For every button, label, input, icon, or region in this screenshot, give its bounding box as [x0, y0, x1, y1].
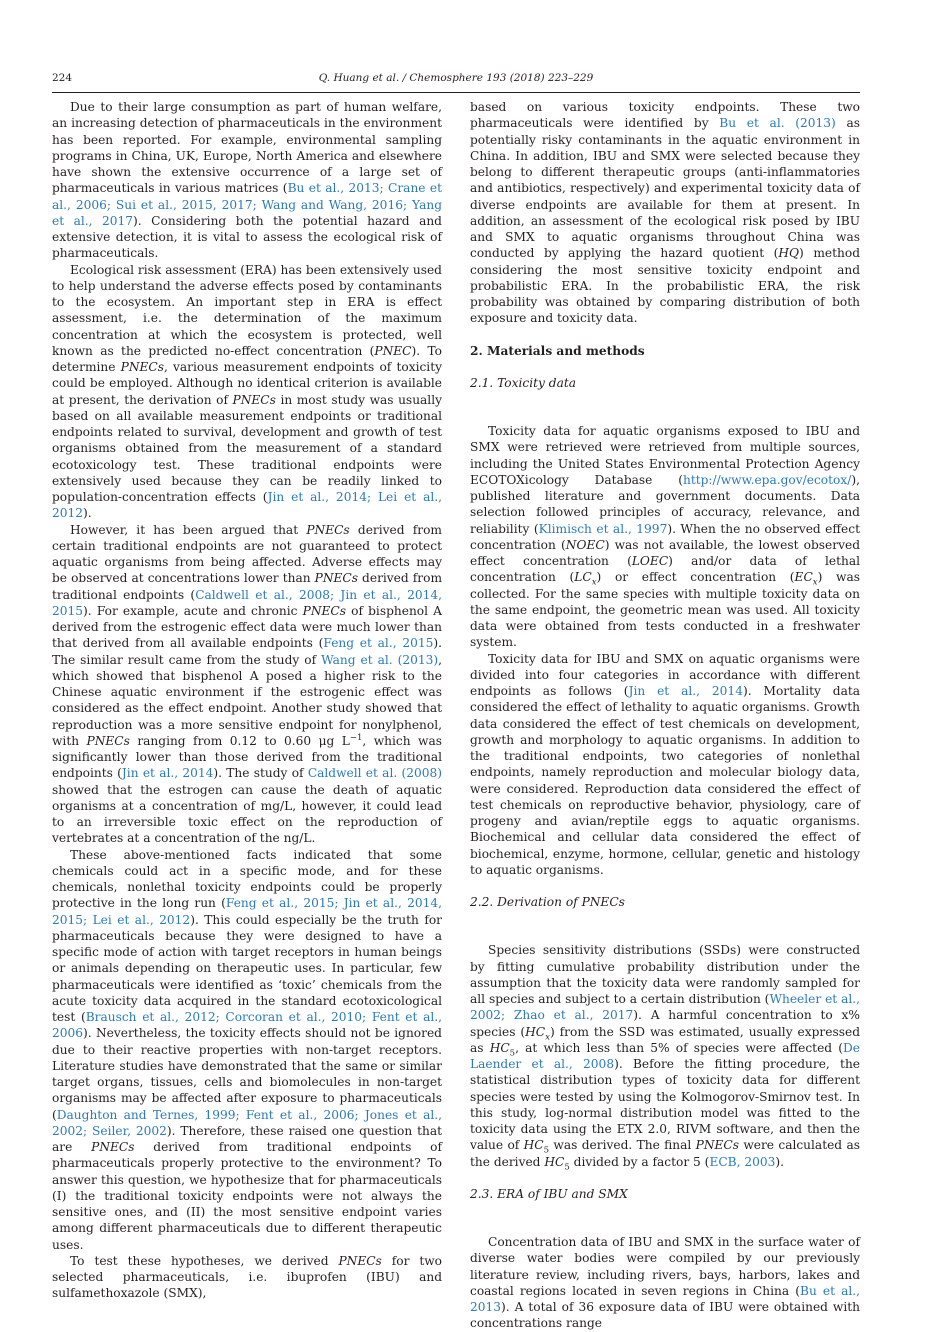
database-link[interactable]: http://www.epa.gov/ecotox/ — [682, 472, 852, 487]
citation-link[interactable]: Caldwell et al., 2008; Jin et al., 2014, 2015 — [52, 587, 442, 618]
subsection-heading-derivation-pnecs: 2.2. Derivation of PNECs — [470, 895, 625, 909]
section-heading-methods: 2. Materials and methods — [470, 343, 645, 358]
intro-paragraph-5: To test these hypotheses, we derived PNECs for two selected pharmaceuticals, i.e. ibuprofen (IBU) and sulfamethoxazole (SMX), — [52, 1253, 442, 1301]
header-rule — [52, 92, 860, 93]
citation-link[interactable]: Feng et al., 2015 — [323, 636, 434, 651]
toxicity-paragraph-1: Toxicity data for aquatic organisms exposed to IBU and SMX were retrieved were retrieved from multiple sources, including the United States Environmental Protection Agency ECOTOXicology Database (http://www.epa.gov/ecotox/), published literature and government documents. Data selection followed principles of accuracy, relevance, and reliability (Klimisch et al., 1997). When the no observed effect concentration (NOEC) was not available, the lowest observed effect concentration (LOEC) and/or data of lethal concentration $(LC_x)$ or effect concentration $(EC_x)$ was collected. For the same species with multiple toxicity data on the same endpoint, the geometric mean was used. All toxicity data were obtained from tests conducted in a freshwater system. — [470, 424, 860, 650]
intro-paragraph-1: Due to their large consumption as part of human welfare, an increasing detection of pharmaceuticals in the environment has been reported. For example, environmental sampling programs in China, UK, Europe, North America and elsewhere have shown the extensive occurrence of a large set of pharmaceuticals in various matrices (Bu et al., 2013; Crane et al., 2006; Sui et al., 2015, 2017; Wang and Wang, 2016; Yang et al., 2017). Considering both the potential hazard and extensive detection, it is vital to assess the ecological risk of pharmaceuticals. — [52, 100, 442, 261]
page-number: 224 — [52, 72, 73, 84]
citation-link[interactable]: Klimisch et al., 1997 — [538, 521, 668, 536]
citation-link[interactable]: ECB, 2003 — [709, 1154, 776, 1169]
intro-paragraph-3: However, it has been argued that PNECs derived from certain traditional endpoints are not guaranteed to protect aquatic organisms from being affected. Adverse effects may be observed at concentrations lower than PNECs derived from traditional endpoints (Caldwell et al., 2008; Jin et al., 2014, 2015). For example, acute and chronic PNECs of bisphenol A derived from the estrogenic effect data were much lower than that derived from all available endpoints (Feng et al., 2015). The similar result came from the study of Wang et al. (2013), which showed that bisphenol A posed a higher risk to the Chinese aquatic environment if the estrogenic effect was considered as the effect endpoint. Another study showed that reproduction was a more sensitive endpoint for nonylphenol, with PNECs ranging from 0.12 to 0.60 μg $L^{-1}$, which was significantly lower than those derived from the traditional endpoints (Jin et al., 2014). The study of Caldwell et al. (2008) showed that the estrogen can cause the death of aquatic organisms at a concentration of mg/L, however, it could lead to an irreversible toxic effect on the reproduction of vertebrates at a concentration of the ng/L. — [52, 522, 443, 846]
citation-link[interactable]: Wheeler et al., 2002; Zhao et al., 2017 — [470, 992, 860, 1023]
citation-link[interactable]: Bu et al., 2013 — [470, 1283, 861, 1314]
subsection-heading-era: 2.3. ERA of IBU and SMX — [470, 1186, 628, 1201]
running-header — [52, 72, 860, 88]
toxicity-paragraph-2: Toxicity data for IBU and SMX on aquatic organisms were divided into four categories in accordance with different endpoints as follows (Jin et al., 2014). Mortality data considered the effect of lethality to aquatic organisms. Growth data considered the effect of test chemicals on development, growth and morphology to aquatic organisms. In addition to the traditional endpoints, two categories of nonlethal endpoints, namely reproduction and molecular biology data, were considered. Reproduction data considered the effect of test chemicals on reproductive behavior, physiology, care of progeny and avian/reptile eggs to aquatic organisms. Biochemical and cellular data considered the effect of biochemical, enzyme, hormone, cellular, genetic and histology to aquatic organisms. — [470, 651, 861, 877]
citation-link[interactable]: Bu et al., 2013; Crane et al., 2006; Sui et al., 2015, 2017; Wang and Wang, 2016; Yang et al., 2017 — [52, 181, 442, 228]
era-paragraph: Concentration data of IBU and SMX in the surface water of diverse water bodies were compiled by our previously literature review, including rivers, bays, harbors, lakes and coastal regions located in seven regions in China (Bu et al., 2013). A total of 36 exposure data of IBU were obtained with concentrations range — [470, 1235, 861, 1331]
citation-link[interactable]: Daughton and Ternes, 1999; Fent et al., 2006; Jones et al., 2002; Seiler, 2002 — [52, 1107, 442, 1138]
journal-reference: Q. Huang et al. / Chemosphere 193 (2018) 223–229 — [318, 72, 594, 84]
left-column — [52, 99, 442, 1302]
citation-link[interactable]: Wang et al. (2013) — [321, 652, 439, 667]
citation-link[interactable]: Jin et al., 2014 — [121, 766, 214, 781]
right-column — [470, 99, 860, 1332]
derivation-paragraph: Species sensitivity distributions (SSDs) were constructed by fitting cumulative probability distribution under the assumption that the toxicity data were randomly sampled for all species and subject to a certain distribution (Wheeler et al., 2002; Zhao et al., 2017). A harmful concentration to x% species $(HC_x)$ from the SSD was estimated, usually expressed as $HC_5$, at which less than 5% of species were affected (De Laender et al., 2008). Before the fitting procedure, the statistical distribution types of toxicity data for different species were tested by using the Kolmogorov-Smirnov test. In this study, log-normal distribution model was fitted to the toxicity data using the ETX 2.0, RIVM software, and then the value of $HC_5$ was derived. The final PNECs were calculated as the derived $HC_5$ divided by a factor 5 (ECB, 2003). — [470, 943, 861, 1172]
intro-paragraph-4: These above-mentioned facts indicated that some chemicals could act in a specific mode, and for these chemicals, nonlethal toxicity endpoints could be properly protective in the long run (Feng et al., 2015; Jin et al., 2014, 2015; Lei et al., 2012). This could especially be the truth for pharmaceuticals because they were designed to have a specific mode of action with target receptors in human beings or animals depending on therapeutic uses. In particular, few pharmaceuticals were identified as ‘toxic’ chemicals from the acute toxicity data acquired in the standard ecotoxicological test (Brausch et al., 2012; Corcoran et al., 2010; Fent et al., 2006). Nevertheless, the toxicity effects should not be ignored due to their reactive properties with non-target receptors. Literature studies have demonstrated that the same or similar target organs, tissues, cells and biomolecules in non-target organisms may be affected after exposure to pharmaceuticals (Daughton and Ternes, 1999; Fent et al., 2006; Jones et al., 2002; Seiler, 2002). Therefore, these raised one question that are PNECs derived from traditional endpoints of pharmaceuticals properly protective to the environment? To answer this question, we hypothesize that for pharmaceuticals (I) the traditional toxicity endpoints were not always the sensitive ones, and (II) the most sensitive endpoint varies among different pharmaceuticals due to different therapeutic uses. — [52, 847, 442, 1252]
citation-link[interactable]: Jin et al., 2014; Lei et al., 2012 — [52, 490, 442, 521]
subsection-heading-toxicity-data: 2.1. Toxicity data — [470, 375, 577, 390]
citation-link[interactable]: Jin et al., 2014 — [628, 684, 743, 698]
citation-link[interactable]: Bu et al. (2013) — [719, 116, 836, 131]
citation-link[interactable]: Brausch et al., 2012; Corcoran et al., 2010; Fent et al., 2006 — [52, 1010, 442, 1041]
citation-link[interactable]: Feng et al., 2015; Jin et al., 2014, 2015; Lei et al., 2012 — [52, 896, 442, 927]
citation-link[interactable]: Caldwell et al. (2008) — [307, 766, 443, 781]
citation-link[interactable]: De Laender et al., 2008 — [470, 1040, 860, 1071]
intro-paragraph-5-continued: based on various toxicity endpoints. These two pharmaceuticals were identified by Bu et al. (2013) as potentially risky contaminants in the aquatic environment in China. In addition, IBU and SMX were selected because they belong to different therapeutic groups (anti-inflammatories and antibiotics, respectively) and experimental toxicity data of diverse endpoints are available for them at present. In addition, an assessment of the ecological risk posed by IBU and SMX to aquatic organisms throughout China was conducted by applying the hazard quotient (HQ) method considering the most sensitive toxicity endpoint and probabilistic ERA. In the probabilistic ERA, the risk probability was obtained by comparing distribution of both exposure and toxicity data. — [470, 100, 860, 326]
intro-paragraph-2: Ecological risk assessment (ERA) has been extensively used to help understand the adverse effects posed by contaminants to the ecosystem. An important step in ERA is effect assessment, i.e. the determination of the maximum concentration at which the ecosystem is protected, well known as the predicted no-effect concentration (PNEC). To determine PNECs, various measurement endpoints of toxicity could be employed. Although no identical criterion is available at present, the derivation of PNECs in most study was usually based on all available measurement endpoints or traditional endpoints related to survival, development and growth of test organisms obtained from the measurement of a standard ecotoxicology test. These traditional endpoints were extensively used because they can be readily linked to population-concentration effects (Jin et al., 2014; Lei et al., 2012). — [52, 262, 442, 521]
